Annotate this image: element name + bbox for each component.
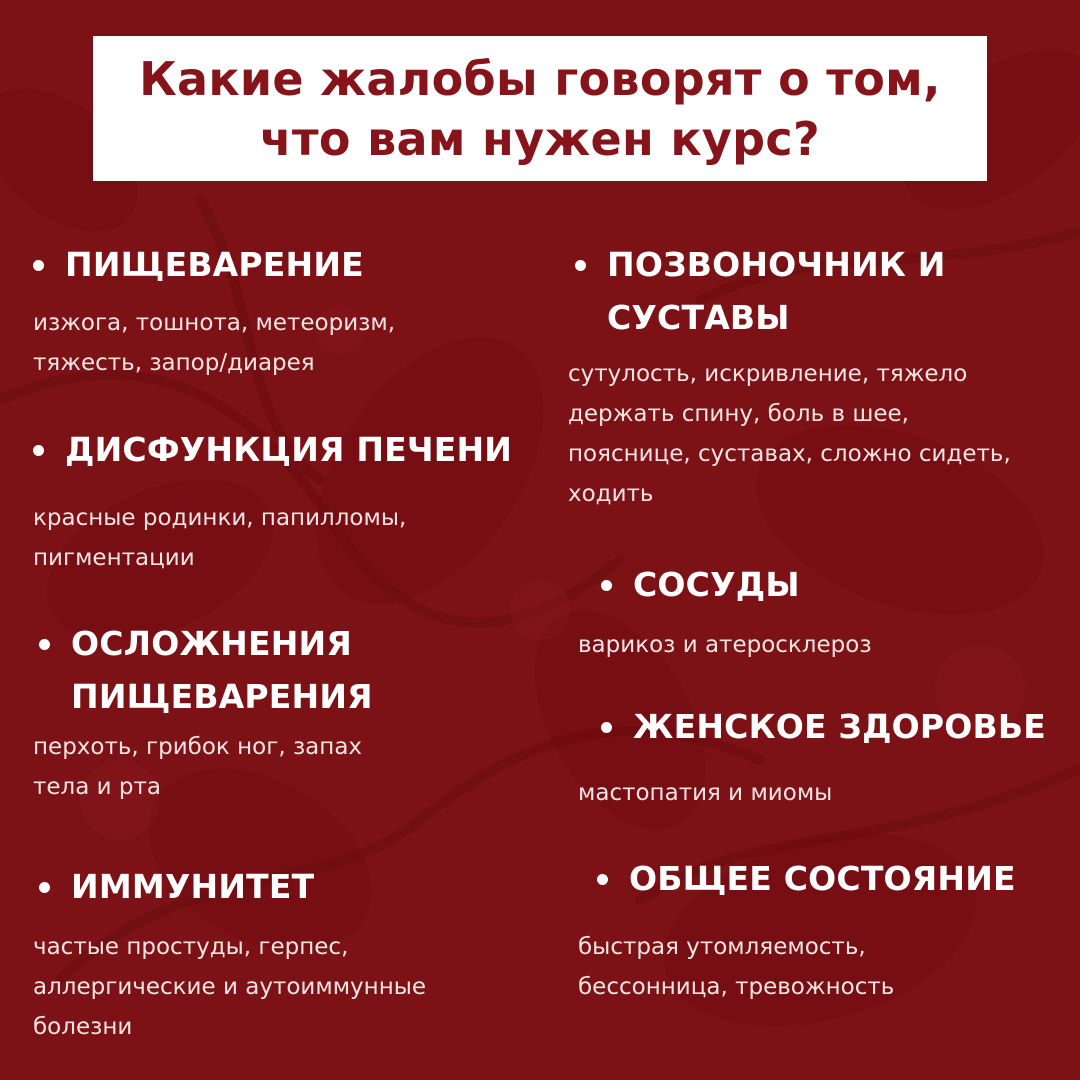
desc-line: сутулость, искривление, тяжело [568,361,968,387]
complaint-vessels [578,558,872,665]
complaint-digestion-complications [33,617,373,807]
desc-line: бессонница, тревожность [578,974,895,1000]
complaint-immunity [33,860,427,1047]
desc-line: варикоз и атеросклероз [578,632,872,658]
desc-line: изжога, тошнота, метеоризм, [33,310,396,336]
heading-line: ЖЕНСКОЕ ЗДОРОВЬЕ [633,707,1047,746]
bullet-icon [597,874,608,885]
complaint-heading [39,617,373,723]
bullet-icon [39,882,50,893]
desc-line: пояснице, суставах, сложно сидеть, [568,441,1011,467]
complaint-spine-joints [568,238,1011,514]
complaint-digestion [33,238,395,383]
complaint-heading [33,423,512,476]
title-box [93,36,987,181]
desc-line: пигментации [33,545,195,571]
desc-line: аллергические и аутоиммунные [33,974,427,1000]
heading-line: СУСТАВЫ [607,298,790,337]
complaint-womens-health [578,700,1047,813]
heading-line: ПИЩЕВАРЕНИЯ [71,677,373,716]
complaint-general-state [578,852,1016,1007]
complaint-liver [33,423,512,578]
desc-line: держать спину, боль в шее, [568,401,909,427]
heading-line: ОСЛОЖНЕНИЯ [71,624,352,663]
desc-line: мастопатия и миомы [578,780,833,806]
desc-line: перхоть, грибок ног, запах [33,734,363,760]
desc-line: частые простуды, герпес, [33,934,349,960]
bullet-icon [39,639,50,650]
desc-line: болезни [33,1014,133,1040]
complaint-heading [601,700,1046,753]
desc-line: тяжесть, запор/диарея [33,350,315,376]
heading-line: ОБЩЕЕ СОСТОЯНИЕ [629,859,1016,898]
desc-line: ходить [568,481,654,507]
complaint-heading [597,852,1016,905]
page-title-line-1: Какие жалобы говорят о том, [139,51,941,106]
desc-line: красные родинки, папилломы, [33,505,407,531]
heading-line: ПОЗВОНОЧНИК И [607,245,946,284]
bullet-icon [33,260,44,271]
complaint-heading [33,238,395,291]
bullet-icon [601,580,612,591]
heading-line: ДИСФУНКЦИЯ ПЕЧЕНИ [65,430,513,469]
complaint-heading [575,238,1011,344]
complaint-heading [601,558,872,611]
heading-line: ПИЩЕВАРЕНИЕ [65,245,364,284]
bullet-icon [33,445,44,456]
bullet-icon [601,722,612,733]
bullet-icon [575,260,586,271]
heading-line: ИММУНИТЕТ [71,867,315,906]
page-title-line-2: что вам нужен курс? [260,111,820,166]
desc-line: быстрая утомляемость, [578,934,866,960]
heading-line: СОСУДЫ [633,565,800,604]
complaint-heading [39,860,426,913]
desc-line: тела и рта [33,774,162,800]
